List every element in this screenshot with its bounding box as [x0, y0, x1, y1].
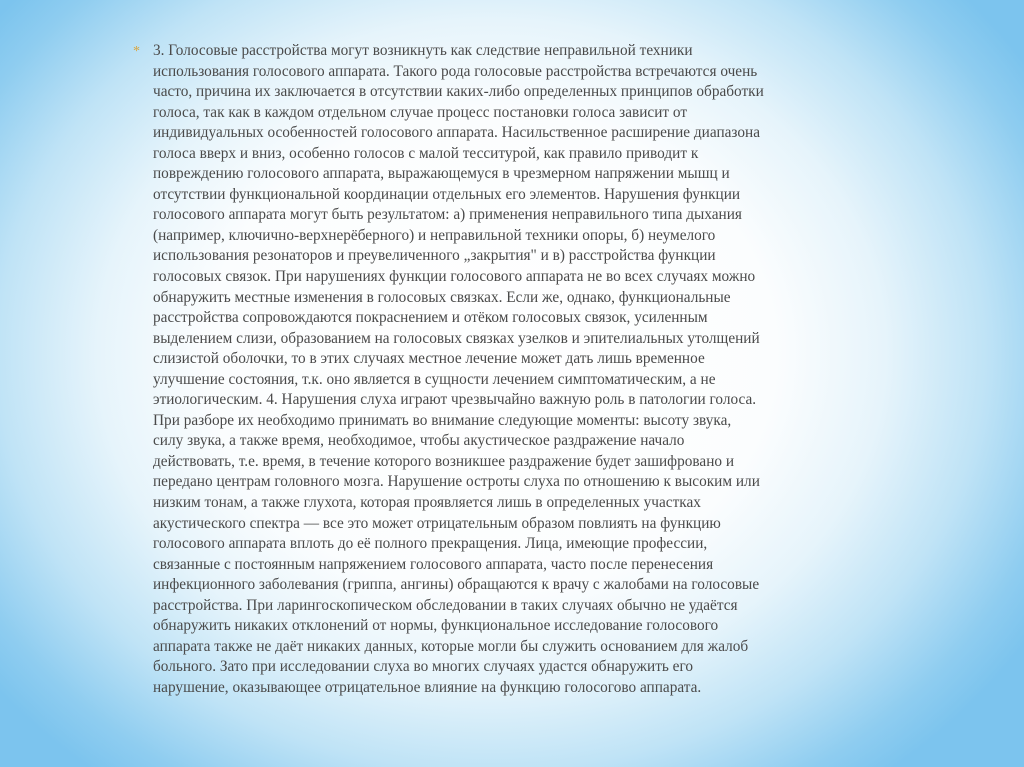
text-line: При разборе их необходимо принимать во внимание следующие моменты: высоту звука,: [153, 411, 732, 429]
bullet-item: [133, 41, 833, 699]
text-line: действовать, т.е. время, в течение которого возникшее раздражение будет зашифровано и: [153, 452, 735, 470]
text-line: индивидуальных особенностей голосового аппарата. Насильственное расширение диапазона: [153, 124, 761, 142]
text-line: аппарата также не даёт никаких данных, которые могли бы служить основанием для жалоб: [153, 637, 749, 655]
text-line: улучшение состояния, т.к. оно является в сущности лечением симптоматическим, а не: [153, 370, 716, 388]
text-line: повреждению голосового аппарата, выражающемуся в чрезмерном напряжении мышц и: [153, 165, 730, 183]
text-line: передано центрам головного мозга. Нарушение остроты слуха по отношению к высоким или: [153, 473, 760, 491]
text-line: обнаружить никаких отклонений от нормы, функциональное исследование голосового: [153, 617, 719, 635]
text-line: отсутствии функциональной координации отдельных его элементов. Нарушения функции: [153, 185, 741, 203]
text-line: голосового аппарата вплоть до её полного прекращения. Лица, имеющие профессии,: [153, 535, 708, 553]
text-line: обнаружить местные изменения в голосовых связках. Если же, однако, функциональные: [153, 288, 731, 306]
text-line: голоса, так как в каждом отдельном случае процесс постановки голоса зависит от: [153, 103, 688, 121]
text-line: больного. Зато при исследовании слуха во многих случаях удастся обнаружить его: [153, 658, 694, 676]
text-line: голоса вверх и вниз, особенно голосов с малой тесситурой, как правило приводит к: [153, 144, 699, 162]
text-line: расстройства. При ларингоскопическом обследовании в таких случаях обычно не удаётся: [153, 596, 738, 614]
body-paragraph: [153, 41, 833, 699]
text-line: голосовых связок. При нарушениях функции голосового аппарата не во всех случаях можно: [153, 268, 756, 286]
text-line: связанные с постоянным напряжением голосового аппарата, часто после перенесения: [153, 555, 714, 573]
text-line: инфекционного заболевания (гриппа, ангины) обращаются к врачу с жалобами на голосовые: [153, 576, 760, 594]
text-line: низким тонам, а также глухота, которая проявляется лишь в определенных участках: [153, 494, 701, 512]
text-line: этиологическим. 4. Нарушения слуха играют чрезвычайно важную роль в патологии голоса.: [153, 391, 757, 409]
text-line: (например, ключично-верхнерёберного) и неправильной техники опоры, б) неумелого: [153, 226, 716, 244]
text-line: использования голосового аппарата. Такого рода голосовые расстройства встречаются очень: [153, 62, 758, 80]
text-line: расстройства сопровождаются покраснением и отёком голосовых связок, усиленным: [153, 309, 708, 327]
text-line: нарушение, оказывающее отрицательное влияние на функцию голосогово аппарата.: [153, 678, 702, 696]
text-line: голосового аппарата могут быть результатом: а) применения неправильного типа дыхания: [153, 206, 742, 224]
text-line: выделением слизи, образованием на голосовых связках узелков и эпителиальных утолщений: [153, 329, 760, 347]
text-line: акустического спектра — все это может отрицательным образом повлиять на функцию: [153, 514, 721, 532]
text-line: силу звука, а также время, необходимое, чтобы акустическое раздражение начало: [153, 432, 685, 450]
text-line: часто, причина их заключается в отсутствии каких-либо определенных принципов обработки: [153, 83, 764, 101]
text-line: 3. Голосовые расстройства могут возникнуть как следствие неправильной техники: [153, 42, 693, 59]
text-line: слизистой оболочки, то в этих случаях местное лечение может дать лишь временное: [153, 350, 705, 368]
bullet-marker: *: [133, 44, 140, 59]
text-line: использования резонаторов и преувеличенного „закрытия" и в) расстройства функции: [153, 247, 716, 265]
